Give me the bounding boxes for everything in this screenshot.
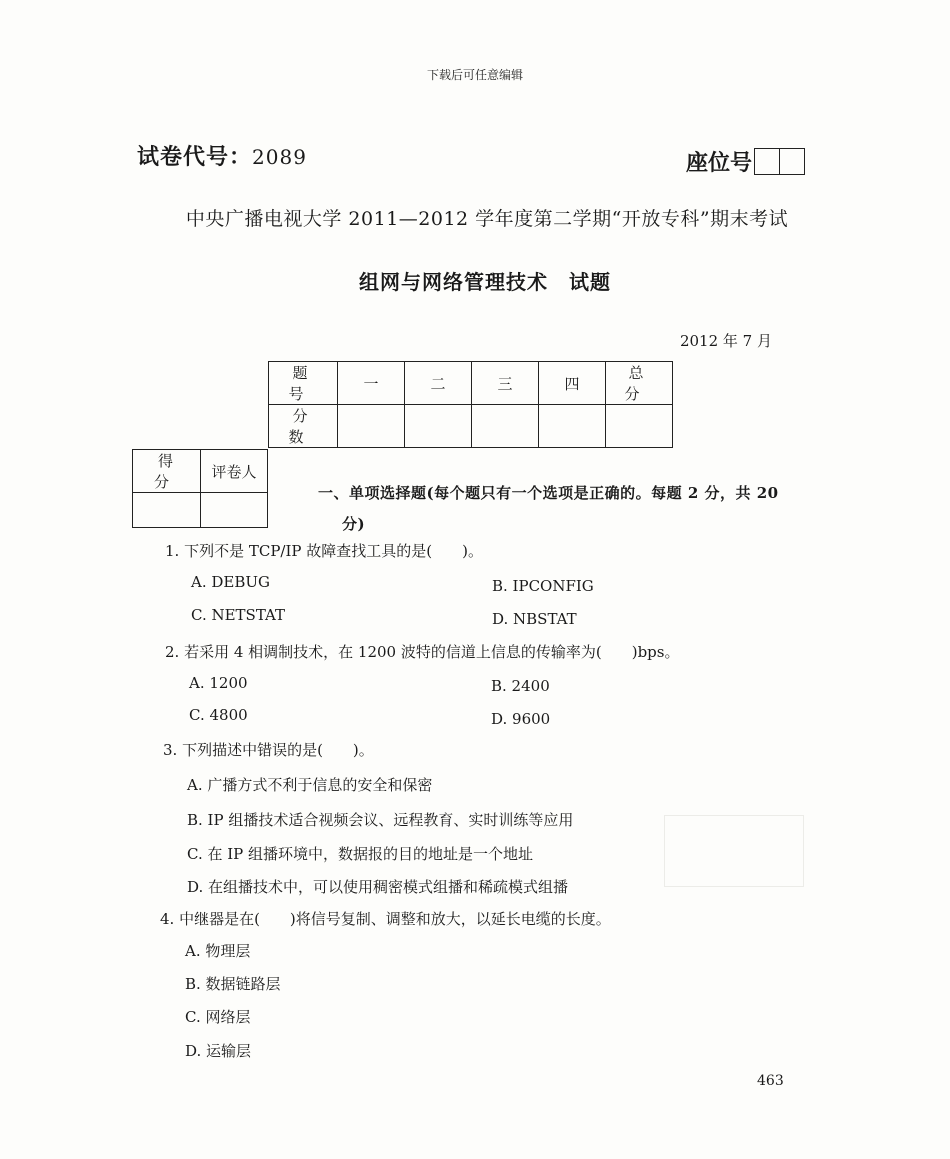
- exam-title: 中央广播电视大学 2011—2012 学年度第二学期“开放专科”期末考试: [185, 208, 789, 230]
- question-4-option-d: D. 运输层: [185, 1042, 252, 1060]
- question-4-stem: 4. 中继器是在( )将信号复制、调整和放大，以延长电缆的长度。: [160, 910, 611, 928]
- score-table-cell: 四: [539, 362, 606, 405]
- question-3-option-a: A. 广播方式不利于信息的安全和保密: [187, 776, 433, 794]
- exam-code: [137, 140, 307, 171]
- header-note: 下载后可任意编辑: [426, 68, 523, 82]
- question-2-option-a: A. 1200: [189, 674, 248, 692]
- page-number: 463: [757, 1073, 784, 1089]
- seat-number: [686, 146, 805, 177]
- exam-date: 2012 年 7 月: [679, 332, 772, 350]
- grader-score-cell: [133, 493, 201, 528]
- score-table-cell: 分 数: [269, 405, 338, 448]
- question-2-option-b: B. 2400: [491, 677, 550, 695]
- question-1-option-c: C. NETSTAT: [191, 606, 286, 624]
- question-1-option-b: B. IPCONFIG: [492, 577, 594, 595]
- section-title-line: 一、单项选择题(每个题只有一个选项是正确的。每题 2 分，共 20: [318, 484, 779, 502]
- score-table-cell: 二: [405, 362, 472, 405]
- grader-table: [132, 449, 268, 528]
- question-2-option-d: D. 9600: [491, 710, 551, 728]
- bleed-through-mark: [664, 815, 804, 887]
- score-table-cell: 总 分: [606, 362, 673, 405]
- score-table-cell: [606, 405, 673, 448]
- score-table-score-row: [269, 405, 673, 448]
- score-table-header-row: [269, 362, 673, 405]
- question-1-option-d: D. NBSTAT: [492, 610, 577, 628]
- score-table-cell: [472, 405, 539, 448]
- question-4-option-a: A. 物理层: [185, 942, 251, 960]
- question-1-stem: 1. 下列不是 TCP/IP 故障查找工具的是( )。: [165, 542, 483, 560]
- score-table-cell: [539, 405, 606, 448]
- question-4-option-c: C. 网络层: [185, 1008, 251, 1026]
- grader-name-label: 评卷人: [201, 450, 268, 493]
- exam-code-value: 2089: [252, 145, 307, 169]
- score-table-cell: [405, 405, 472, 448]
- grader-name-cell: [201, 493, 268, 528]
- question-2-stem: 2. 若采用 4 相调制技术，在 1200 波特的信道上信息的传输率为( )bps。: [165, 643, 680, 661]
- exam-code-label: 试卷代号：: [137, 145, 253, 170]
- question-3-option-d: D. 在组播技术中，可以使用稠密模式组播和稀疏模式组播: [187, 878, 569, 896]
- question-3-option-c: C. 在 IP 组播环境中，数据报的目的地址是一个地址: [187, 845, 534, 863]
- seat-label: 座位号: [686, 151, 753, 176]
- section-title-line: 分): [342, 515, 366, 533]
- grader-score-label: 得 分: [133, 450, 201, 493]
- section-title: [318, 478, 813, 540]
- question-2-option-c: C. 4800: [189, 706, 248, 724]
- score-table-cell: 题 号: [269, 362, 338, 405]
- question-3-stem: 3. 下列描述中错误的是( )。: [163, 741, 374, 759]
- question-4-option-b: B. 数据链路层: [185, 975, 281, 993]
- question-1-option-a: A. DEBUG: [191, 573, 270, 591]
- seat-box: [754, 148, 805, 175]
- score-table-cell: 一: [338, 362, 405, 405]
- score-table: [268, 361, 687, 448]
- question-3-option-b: B. IP 组播技术适合视频会议、远程教育、实时训练等应用: [187, 811, 574, 829]
- subject-title: 组网与网络管理技术 试题: [359, 270, 611, 294]
- score-table-cell: 三: [472, 362, 539, 405]
